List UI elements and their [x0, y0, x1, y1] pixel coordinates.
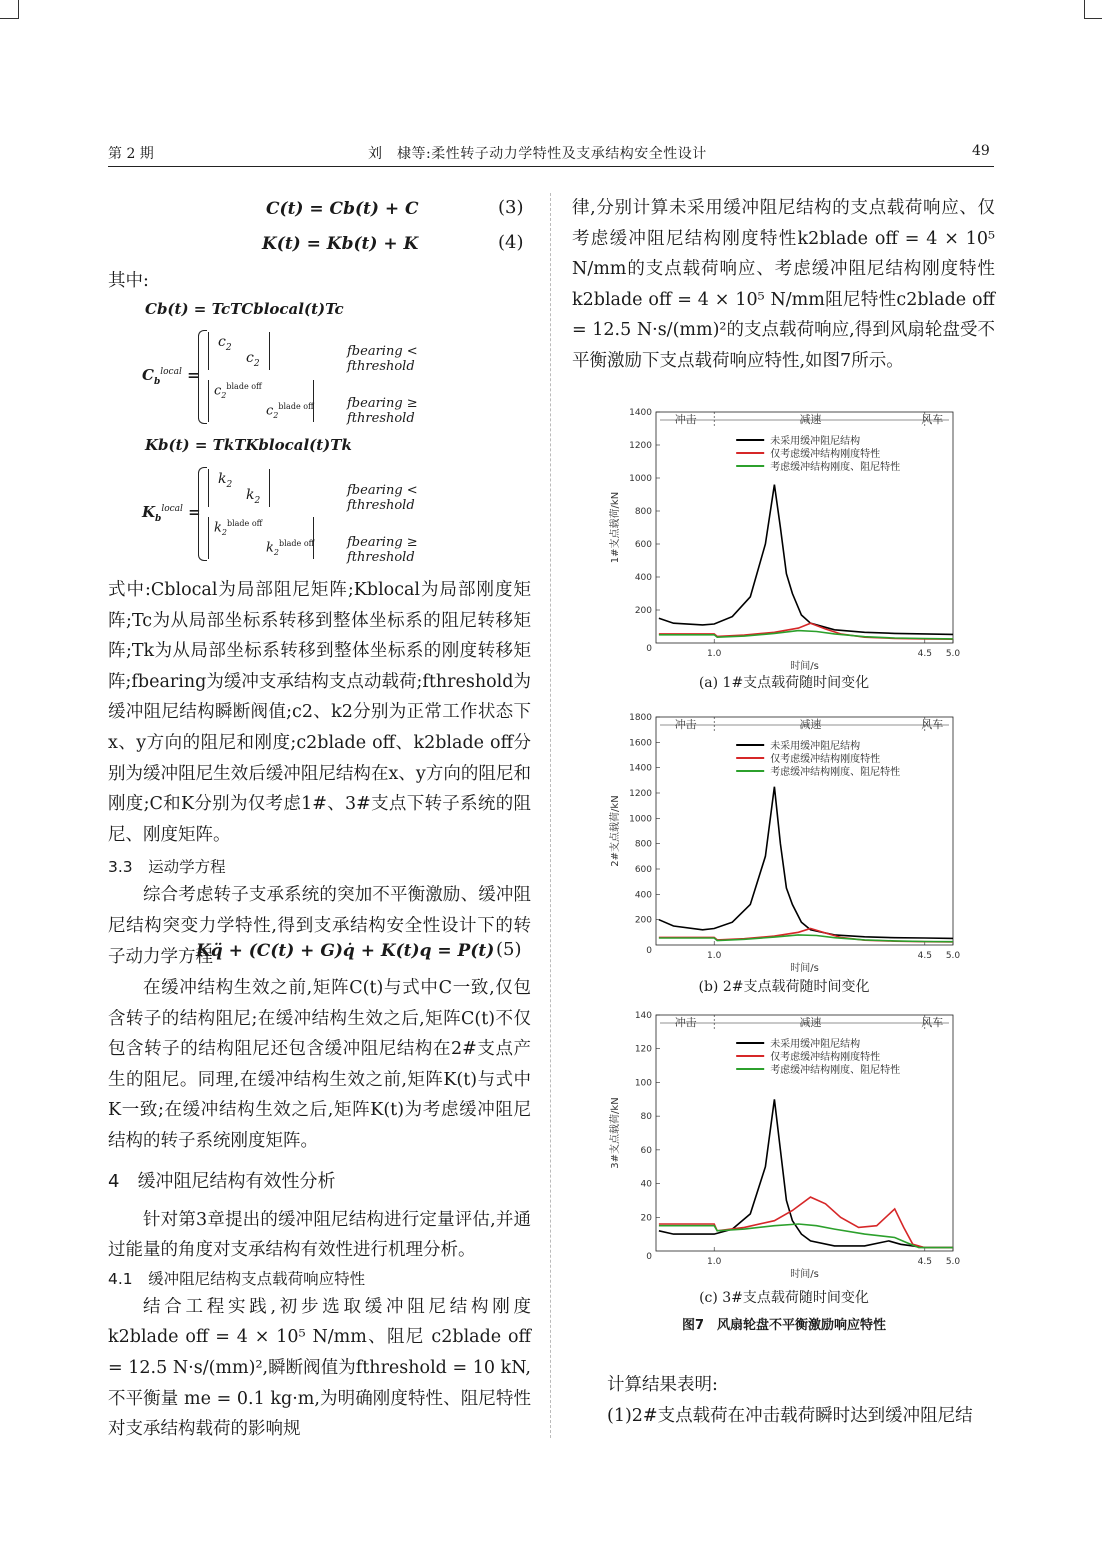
chart-a-ytick-label-5: 1200 [629, 441, 652, 451]
chart-a-xtick-label-3: 5.0 [945, 649, 961, 659]
chart-c-xtick-label-2: 4.5 [917, 1257, 932, 1267]
matrix-explanation: 在缓冲结构生效之前,矩阵C(t)与式中C一致,仅包含转子的结构阻尼;在缓冲结构生效之后,矩阵C(t)不仅包含转子的结构阻尼还包含缓冲阻尼结构在2#支点产生的阻尼。同理,在缓冲结构生效之前,矩阵K(t)与式中K一致;在缓冲结构生效之后,矩阵K(t)为考虑缓冲阻尼结构的转子系统刚度矩阵。 [108, 978, 531, 1151]
chart-a-ytick-label-3: 800 [634, 507, 652, 517]
cb-local-matrix: $C_b^{local}$ = $c_2$ $c_2$ fbearing < fthreshold $c_2^{blade off}$ $c_2^{blade off}$ fbearing ≥ fthreshold [142, 328, 472, 426]
chart-a-series-0-line [659, 485, 953, 635]
chart-a-legend-label-0: 未采用缓冲阻尼结构 [770, 436, 861, 447]
chart-b-legend-label-1: 仅考虑缓冲结构刚度特性 [770, 754, 881, 765]
chart-b-ytick-label-0: 200 [634, 915, 652, 926]
chart-a-series-2-line [659, 631, 953, 639]
chart-a-ytick-label-1: 400 [634, 573, 652, 583]
equation-3: C(t) = Cb(t) + C [266, 199, 419, 219]
cb-definition: Cb(t) = TcTCblocal(t)Tc [145, 300, 344, 318]
chart-a-origin-label: 0 [646, 644, 652, 654]
chart-c-xtick-label-3: 5.0 [945, 1257, 961, 1267]
chart-b-ytick-label-2: 600 [634, 865, 652, 875]
chart-c-series-2-line [659, 1224, 953, 1248]
response-cases-text: 律,分别计算未采用缓冲阻尼结构的支点载荷响应、仅考虑缓冲阻尼结构刚度特性k2blade off = 4 × 10⁵ N/mm的支点载荷响应、考虑缓冲阻尼结构刚度特性k2blade off = 4 × 10⁵ N/mm阻尼特性c2blade off = 12.5 N·s/(mm)²的支点载荷响应,得到风扇轮盘受不平衡激励下支点载荷响应特性,如图7所示。 [572, 198, 995, 371]
chart-b-ytick-label-4: 1000 [629, 814, 652, 825]
chart-c-ytick-label-4: 100 [634, 1078, 652, 1089]
kb-condition-normal: fbearing < fthreshold [347, 483, 418, 513]
chart-c-ytick-label-2: 60 [640, 1145, 652, 1156]
chart-b-ytick-label-6: 1400 [629, 763, 652, 774]
left-text-block-1 [108, 575, 531, 972]
chart-b-xtick-label-1: 1.0 [707, 951, 722, 961]
chart-b-series-2-line [659, 935, 953, 942]
kb-condition-blade-off: fbearing ≥ fthreshold [347, 535, 418, 565]
chart-a-ytick-label-4: 1000 [629, 474, 652, 484]
crop-mark-top-left [0, 0, 19, 19]
chart-c-xlabel: 时间/s [790, 1269, 819, 1280]
page-number: 49 [972, 143, 990, 159]
chart-b-frame [656, 717, 953, 945]
chart-c-phase-label-1: 减速 [799, 1016, 822, 1029]
chart-b-phase-label-0: 冲击 [674, 718, 697, 731]
chart-a-phase-label-0: 冲击 [674, 413, 697, 426]
symbol-definitions: 式中:Cblocal为局部阻尼矩阵;Kblocal为局部刚度矩阵;Tc为从局部坐标系转移到整体坐标系的阻尼转移矩阵;Tk为从局部坐标系转移到整体坐标系的刚度转移矩阵;fbearing为缓冲支承结构支点动载荷;fthreshold为缓冲阻尼结构瞬断阀值;c2、k2分别为正常工作状态下x、y方向的阻尼和刚度;c2blade off、k2blade off分别为缓冲阻尼生效后缓冲阻尼结构在x、y方向的阻尼和刚度;C和K分别为仅考虑1#、3#支点下转子系统的阻尼、刚度矩阵。 [108, 580, 531, 845]
chart-c-frame [656, 1015, 953, 1251]
chart-a-ytick-label-2: 600 [634, 540, 652, 550]
kinematics-intro: 综合考虑转子支承系统的突加不平衡激励、缓冲阻尼结构突变力学特性,得到支承结构安全性设计下的转子动力学方程 [108, 885, 531, 967]
crop-mark-top-right [1084, 0, 1102, 19]
header-rule [108, 166, 994, 167]
chart-c-legend-label-0: 未采用缓冲阻尼结构 [770, 1039, 861, 1050]
subcaption-c: (c) 3#支点载荷随时间变化 [699, 1290, 869, 1306]
chart-a-frame [656, 412, 953, 643]
section-4-intro: 针对第3章提出的缓冲阻尼结构进行定量评估,并通过能量的角度对支承结构有效性进行机理分析。 [108, 1209, 531, 1261]
chart-b-ytick-label-1: 400 [634, 890, 652, 901]
chart-c-ytick-label-0: 20 [640, 1213, 652, 1224]
chart-c-legend-label-2: 考虑缓冲结构刚度、阻尼特性 [770, 1065, 901, 1076]
chart-a-ylabel: 1#支点载荷/kN [610, 491, 621, 564]
kb-local-matrix: $K_b^{local}$ = $k_2$ $k_2$ fbearing < fthreshold $k_2^{blade off}$ $k_2^{blade off}$ fbearing ≥ fthreshold [142, 465, 472, 563]
kb-definition: Kb(t) = TkTKblocal(t)Tk [145, 436, 352, 454]
right-text-block-1 [572, 193, 995, 377]
subcaption-a: (a) 1#支点载荷随时间变化 [698, 675, 870, 691]
chart-c-legend-label-1: 仅考虑缓冲结构刚度特性 [770, 1052, 881, 1063]
chart-b-ylabel: 2#支点载荷/kN [610, 795, 621, 867]
running-title: 刘 棣等:柔性转子动力学特性及支承结构安全性设计 [368, 146, 707, 162]
chart-b-series-1-line [659, 929, 953, 943]
chart-c-phase-label-0: 冲击 [674, 1016, 697, 1029]
chart-b-legend-label-0: 未采用缓冲阻尼结构 [770, 741, 861, 752]
results-intro: 计算结果表明: [607, 1375, 718, 1395]
chart-b-origin-label: 0 [646, 946, 652, 956]
left-text-block-2 [108, 973, 531, 1445]
chart-a-xtick-label-1: 1.0 [707, 649, 722, 659]
chart-b-legend-label-2: 考虑缓冲结构刚度、阻尼特性 [770, 767, 901, 778]
result-item-1: (1)2#支点载荷在冲击载荷瞬时达到缓冲阻尼结 [607, 1405, 973, 1426]
subcaption-b: (b) 2#支点载荷随时间变化 [698, 979, 870, 995]
section-4-1-heading: 4.1 缓冲阻尼结构支点载荷响应特性 [108, 1269, 366, 1288]
chart-a-ytick-label-6: 1400 [629, 408, 652, 418]
chart-a-phase-label-1: 减速 [799, 413, 822, 426]
equation-3-number: (3) [498, 197, 524, 218]
chart-c-ytick-label-3: 80 [640, 1112, 652, 1123]
equation-5: Kq̈ + (C(t) + G)q̇ + K(t)q = P(t) [196, 941, 495, 961]
cb-condition-blade-off: fbearing ≥ fthreshold [347, 396, 418, 426]
chart-a-ytick-label-0: 200 [634, 606, 652, 616]
chart-b-xtick-label-3: 5.0 [945, 951, 961, 961]
section-4-heading: 4 缓冲阻尼结构有效性分析 [108, 1170, 336, 1192]
chart-a-xtick-label-2: 4.5 [917, 649, 932, 659]
chart-c-ytick-label-5: 120 [634, 1044, 652, 1055]
issue-label: 第 2 期 [108, 146, 154, 162]
chart-c-origin-label: 0 [646, 1252, 652, 1262]
chart-a-phase-label-2: 风车 [921, 413, 944, 426]
chart-b-ytick-label-5: 1200 [629, 789, 652, 799]
chart-b-xtick-label-2: 4.5 [917, 951, 932, 961]
chart-a-legend-label-2: 考虑缓冲结构刚度、阻尼特性 [770, 462, 901, 473]
chart-c-series-0-line [659, 1099, 953, 1247]
chart-b-ytick-label-7: 1600 [629, 738, 652, 749]
chart-c-phase-label-2: 风车 [921, 1016, 944, 1029]
cb-condition-normal: fbearing < fthreshold [347, 344, 418, 374]
section-3-3-heading: 3.3 运动学方程 [108, 858, 226, 877]
column-divider [550, 193, 551, 1438]
chart-a-xlabel: 时间/s [790, 661, 819, 672]
chart-b-series-0-line [659, 787, 953, 939]
parameter-selection: 结合工程实践,初步选取缓冲阻尼结构刚度k2blade off = 4 × 10⁵ N/mm、阻尼 c2blade off = 12.5 N·s/(mm)²,瞬断阀值为fthreshold = 10 kN,不平衡量 me = 0.1 kg·m,为明确刚度特性、阻尼特性对支承结构载荷的影响规 [108, 1296, 531, 1440]
chart-c-ylabel: 3#支点载荷/kN [610, 1097, 621, 1169]
equation-4: K(t) = Kb(t) + K [262, 234, 419, 254]
equation-5-number: (5) [496, 939, 522, 960]
chart-c-xtick-label-1: 1.0 [707, 1257, 722, 1267]
figure-7-caption: 图7 风扇轮盘不平衡激励响应特性 [681, 1318, 887, 1333]
equation-4-number: (4) [498, 232, 524, 253]
chart-c-series-1-line [659, 1197, 953, 1248]
chart-c-ytick-label-6: 140 [634, 1011, 652, 1021]
chart-a-legend-label-1: 仅考虑缓冲结构刚度特性 [770, 449, 881, 460]
right-text-block-2 [572, 1370, 995, 1431]
where-label: 其中: [108, 271, 149, 291]
chart-b-phase-label-2: 风车 [921, 718, 944, 731]
chart-b-phase-label-1: 减速 [799, 718, 822, 731]
chart-b-xlabel: 时间/s [790, 963, 819, 974]
chart-b-ytick-label-3: 800 [634, 839, 652, 850]
chart-c-ytick-label-1: 40 [640, 1179, 652, 1190]
chart-b-ytick-label-8: 1800 [629, 713, 652, 723]
chart-a-series-1-line [659, 623, 953, 639]
